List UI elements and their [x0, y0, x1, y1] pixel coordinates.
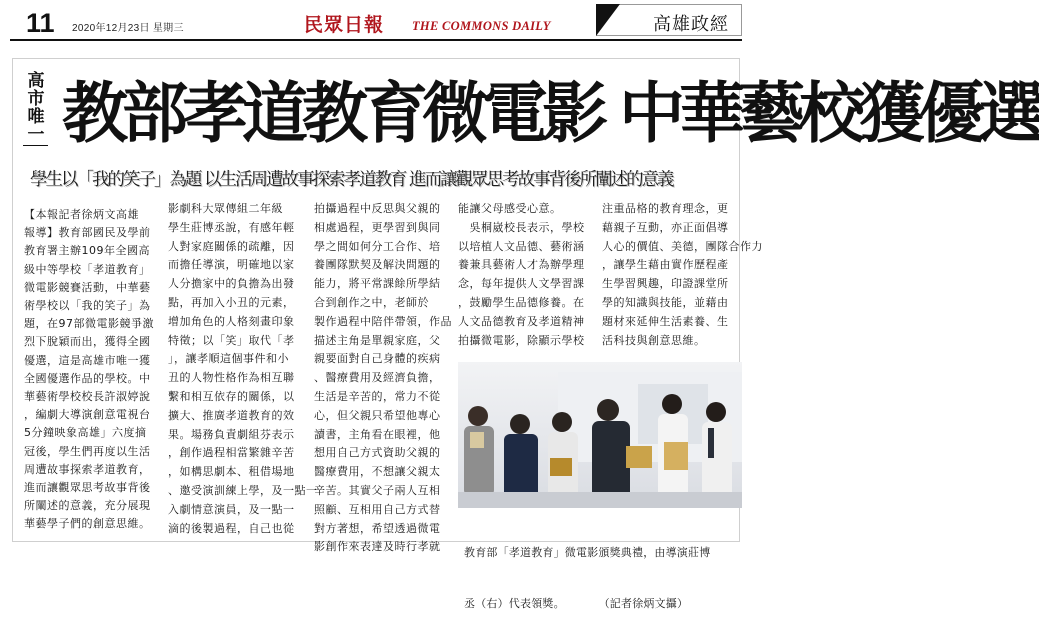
body-line: 優選，這是高雄市唯一獲 [24, 353, 151, 367]
body-column-3 [314, 200, 452, 557]
body-line: 人文品德教育及孝道精神 [458, 314, 585, 328]
body-line: 人分擔家中的負擔為出發 [168, 277, 295, 291]
body-line: 活科技與創意思維。 [602, 333, 706, 347]
body-line: 影創作來表達及時行孝就 [314, 540, 441, 554]
kicker-char: 一 [27, 125, 45, 145]
body-line: ，編劇大導演創意電視台 [24, 408, 151, 422]
award-ceremony-photo [458, 362, 742, 508]
body-line: 心，但父親只希望他專心 [314, 408, 441, 422]
body-line: 題材來延伸生活素養、生 [602, 314, 729, 328]
headline: 教部孝道教育微電影 中華藝校獲優選 [62, 75, 1039, 152]
body-line: 醫療費用，不想讓父親太 [314, 465, 441, 479]
body-column-2 [168, 200, 318, 538]
body-line: 藉親子互動，亦正面倡導 [602, 220, 729, 234]
body-line: 生學習興趣，印證課堂所 [602, 277, 729, 291]
subhead: 學生以「我的笑子」為題 以生活周遭故事探索孝道教育 進而讓觀眾思考故事背後所闡述的意義 [30, 170, 673, 190]
body-column-4 [458, 200, 590, 350]
kicker-char: 市 [27, 89, 45, 109]
body-line: 教育署主辦109年全國高 [24, 244, 150, 258]
photo-caption [464, 510, 740, 629]
body-line: 合到創作之中，老師於 [314, 295, 429, 309]
body-line: 念，每年提供人文學習課 [458, 277, 585, 291]
body-line: 入劇情意演員，及一點一 [168, 502, 295, 516]
body-line: 滴的後製過程，自己也從 [168, 521, 295, 535]
paper-name-english: THE COMMONS DAILY [412, 19, 551, 33]
body-line: 點，再加入小丑的元素， [168, 295, 295, 309]
body-line: ，讓學生藉由實作歷程產 [602, 258, 729, 272]
body-line: 、醫療費用及經濟負擔， [314, 371, 441, 385]
body-line: 相處過程，更學習到與同 [314, 220, 441, 234]
issue-date: 2020年12月23日 星期三 [72, 23, 184, 34]
body-line: 術學校以「我的笑子」為 [24, 299, 151, 313]
body-line: 影劇科大眾傳組二年級 [168, 202, 283, 215]
body-line: 生活是辛苦的，常力不從 [314, 389, 441, 403]
body-line: 丑的人物性格作為相互聯 [168, 371, 295, 385]
kicker-char: 唯 [27, 107, 45, 127]
section-name: 高雄政經 [653, 14, 729, 35]
body-line: 周遭故事探索孝道教育， [24, 462, 151, 476]
body-line: 果。場務負責劇組芬表示 [168, 427, 295, 441]
body-line: 吳桐崴校長表示，學校 [458, 220, 585, 234]
masthead [0, 0, 750, 40]
kicker-char: 高 [27, 71, 45, 91]
body-column-1 [24, 206, 164, 534]
body-line: 描述主角是單親家庭，父 [314, 333, 441, 347]
body-line: 對方著想，希望透過微電 [314, 521, 441, 535]
body-line: 進而讓觀眾思考故事背後 [24, 481, 151, 495]
page-number: 11 [26, 8, 55, 38]
body-line: 而擔任導演，明確地以家 [168, 258, 295, 272]
body-line: 全國優選作品的學校。中 [24, 371, 151, 385]
body-line: ，創作過程相當繁雜辛苦 [168, 446, 295, 460]
body-line: 注重品格的教育理念，更 [602, 202, 729, 215]
body-line: 人對家庭關係的疏離，因 [168, 239, 295, 253]
body-line: 特徵；以「笑」取代「孝 [168, 333, 295, 347]
body-line: 想用自己方式資助父親的 [314, 446, 441, 460]
body-line: 增加角色的人格刻畫印象 [168, 314, 295, 328]
body-line: 報導】教育部國民及學前 [24, 226, 151, 240]
caption-line: 丞（右）代表領獎。 （記者徐炳文攝） [464, 597, 689, 610]
masthead-rule [10, 39, 742, 41]
body-line: 照顧、互相用自己方式替 [314, 502, 441, 516]
body-line: 拍攝過程中反思與父親的 [314, 202, 441, 215]
body-line: 學的知識與技能，並藉由 [602, 295, 729, 309]
body-line: 冠後，學生們再度以生活 [24, 444, 151, 458]
body-line: 華藝術學校校長許淑婷說 [24, 390, 151, 404]
body-line: 以培植人文品德、藝術涵 [458, 239, 585, 253]
body-line: 拍攝微電影，除顯示學校 [458, 333, 585, 347]
body-line: 能讓父母感受心意。 [458, 202, 562, 215]
body-line: 」，讓孝順這個事件和小 [168, 352, 289, 366]
body-line: 能力，將平常課餘所學結 [314, 277, 441, 291]
body-line: 親要面對自己身體的疾病 [314, 352, 441, 366]
section-tab [596, 4, 742, 36]
body-line: 烈下脫穎而出，獲得全國 [24, 335, 151, 349]
body-line: 學之間如何分工合作、培 [314, 239, 441, 253]
body-line: 繫和相互依存的關係，以 [168, 389, 295, 403]
body-line: 養團隊默契及解決問題的 [314, 258, 441, 272]
body-line: 華藝學子們的創意思維。 [24, 517, 151, 531]
body-line: 所闡述的意義，充分展現 [24, 499, 151, 513]
body-line: 讀書，主角看在眼裡，他 [314, 427, 441, 441]
caption-line: 教育部「孝道教育」微電影頒獎典禮，由導演莊博 [464, 546, 711, 559]
body-line: 微電影競賽活動，中華藝 [24, 280, 151, 294]
body-line: 5分鐘映象高雄」六度摘 [24, 426, 147, 440]
body-line: 製作過程中陪伴帶領，作品 [314, 314, 452, 328]
body-line: 養兼具藝術人才為辦學理 [458, 258, 585, 272]
body-line: 人心的價值、美德，團隊合作力 [602, 239, 763, 253]
body-column-5 [602, 200, 763, 350]
body-line: 、邀受演訓練上學，及一點一 [168, 483, 318, 497]
body-line: ，如構思劇本、租借場地 [168, 465, 295, 479]
body-line: 級中等學校「孝道教育」 [24, 262, 151, 276]
kicker [24, 72, 48, 144]
body-line: 學生莊博丞說，有感年輕 [168, 220, 295, 234]
body-line: 擴大、推廣孝道教育的效 [168, 408, 295, 422]
body-line: 【本報記者徐炳文高雄 [24, 208, 139, 221]
photo-illustration [458, 362, 742, 508]
body-line: ，鼓勵學生品德修養。在 [458, 295, 585, 309]
paper-name: 民眾日報 [304, 14, 385, 36]
body-line: 題，在97部微電影競爭激 [24, 317, 154, 331]
body-line: 辛苦。其實父子兩人互相 [314, 483, 441, 497]
kicker-divider [23, 145, 48, 146]
